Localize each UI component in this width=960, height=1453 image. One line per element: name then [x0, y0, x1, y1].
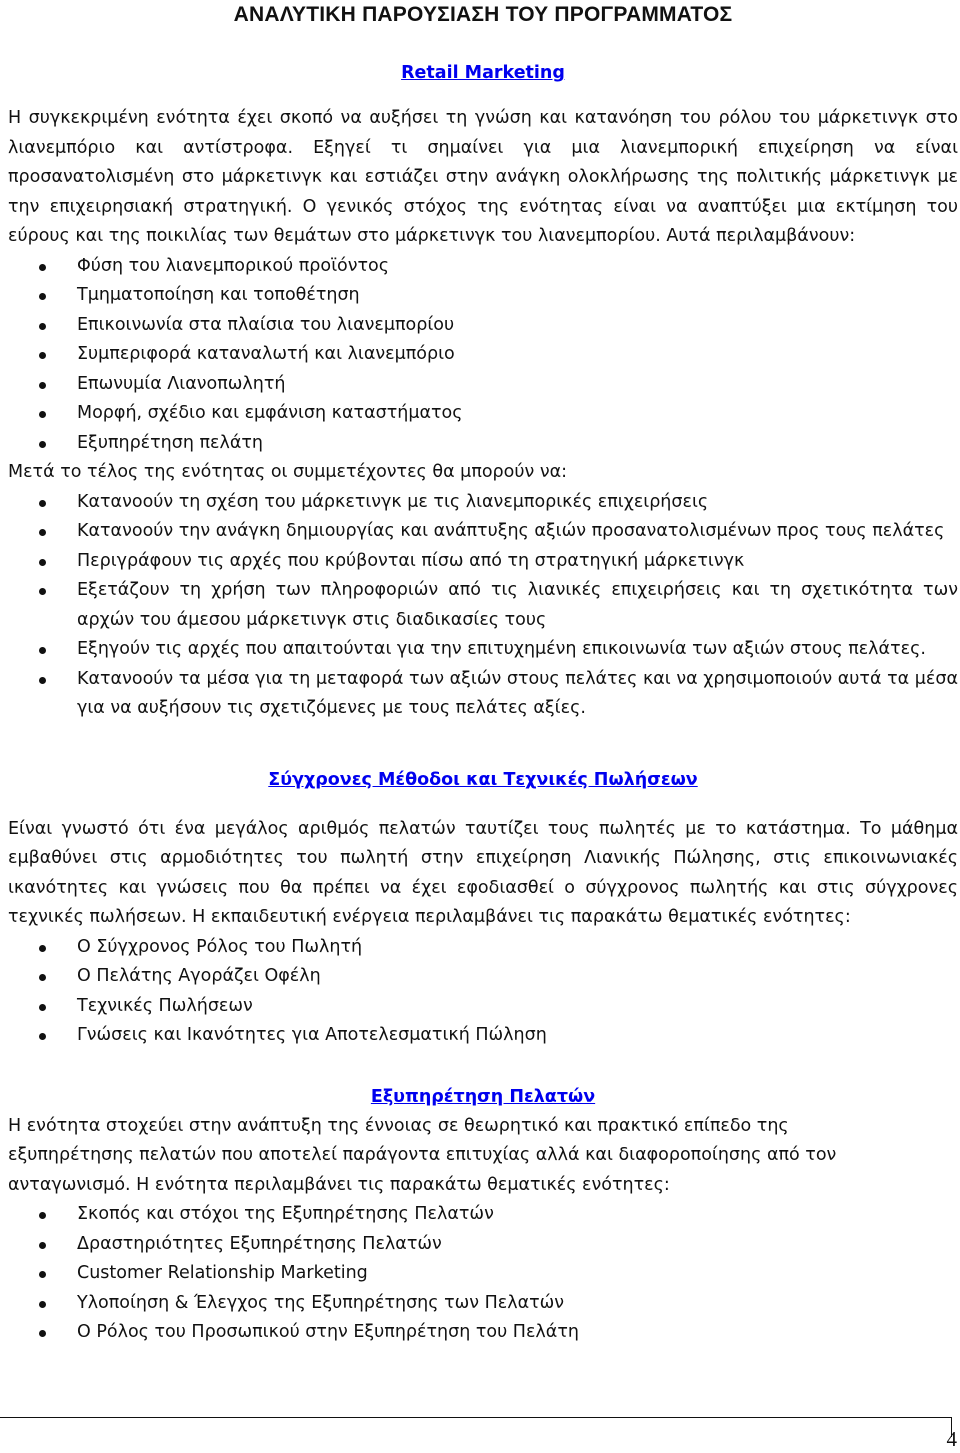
list-item: Κατανοούν τη σχέση του μάρκετινγκ με τις λιανεμπορικές επιχειρήσεις: [8, 488, 958, 518]
bullet-icon: [39, 677, 46, 684]
section-paragraph: Είναι γνωστό ότι ένα μεγάλος αριθμός πελατών ταυτίζει τους πωλητές με το κατάστημα. Το μάθημα εμβαθύνει στις αρμοδιότητες του πωλητή στην επιχείρηση Λιανικής Πώλησης, στις επικοινωνιακές ικανότητες και γνώσεις που θα πρέπει να έχει εφοδιασθεί ο σύγχρονος πωλητής και στις σύγχρονες τεχνικές πωλήσεων. Η εκπαιδευτική ενέργεια περιλαμβάνει τις παρακάτω θεματικές ενότητες:: [8, 818, 958, 927]
section-title-customer-service: Εξυπηρέτηση Πελατών: [370, 1086, 596, 1107]
list-item: Δραστηριότητες Εξυπηρέτησης Πελατών: [8, 1230, 958, 1260]
paragraph-line: Η ενότητα στοχεύει στην ανάπτυξη της έννοιας σε θεωρητικό και πρακτικό επίπεδο της: [8, 1115, 789, 1136]
bullet-icon: [39, 1301, 46, 1308]
list-item: Φύση του λιανεμπορικού προϊόντος: [8, 252, 958, 282]
paragraph-line: εξυπηρέτησης πελατών που αποτελεί παράγοντα επιτυχίας αλλά και διαφοροποίησης από τον: [8, 1145, 837, 1165]
document-title: ΑΝΑΛΥΤΙΚΗ ΠΑΡΟΥΣΙΑΣΗ ΤΟΥ ΠΡΟΓΡΑΜΜΑΤΟΣ: [233, 3, 733, 26]
footer-rule: [0, 1417, 952, 1418]
bullet-icon: [39, 647, 46, 654]
topic-list: [8, 1200, 958, 1348]
list-item: Γνώσεις και Ικανότητες για Αποτελεσματική Πώληση: [8, 1021, 958, 1051]
list-item: Εξυπηρέτηση πελάτη: [8, 429, 958, 459]
bullet-icon: [39, 323, 46, 330]
bullet-icon: [39, 411, 46, 418]
list-item: Customer Relationship Marketing: [8, 1259, 958, 1289]
bullet-icon: [39, 352, 46, 359]
bullet-icon: [39, 1212, 46, 1219]
bullet-icon: [39, 293, 46, 300]
topic-list: [8, 252, 958, 459]
list-item: Σκοπός και στόχοι της Εξυπηρέτησης Πελατών: [8, 1200, 958, 1230]
section-sales-methods: [8, 766, 958, 1051]
page-number: 4: [946, 1427, 957, 1451]
list-item: Συμπεριφορά καταναλωτή και λιανεμπόριο: [8, 340, 958, 370]
section-retail-marketing: [8, 59, 958, 724]
outcomes-intro: Μετά το τέλος της ενότητας οι συμμετέχοντες θα μπορούν να:: [8, 462, 568, 482]
section-title-sales-methods: Σύγχρονες Μέθοδοι και Τεχνικές Πωλήσεων: [268, 769, 698, 790]
list-item: Κατανοούν την ανάγκη δημιουργίας και ανάπτυξης αξιών προσανατολισμένων προς τους πελάτες: [8, 517, 958, 547]
bullet-icon: [39, 500, 46, 507]
list-item: Μορφή, σχέδιο και εμφάνιση καταστήματος: [8, 399, 958, 429]
list-item: Ο Ρόλος του Προσωπικού στην Εξυπηρέτηση του Πελάτη: [8, 1318, 958, 1348]
bullet-icon: [39, 529, 46, 536]
bullet-icon: [39, 1004, 46, 1011]
list-item: Επικοινωνία στα πλαίσια του λιανεμπορίου: [8, 311, 958, 341]
bullet-icon: [39, 382, 46, 389]
bullet-icon: [39, 974, 46, 981]
document-page: [8, 0, 958, 1348]
bullet-icon: [39, 559, 46, 566]
topic-list: [8, 933, 958, 1051]
list-item: Ο Σύγχρονος Ρόλος του Πωλητή: [8, 933, 958, 963]
bullet-icon: [39, 1033, 46, 1040]
bullet-icon: [39, 945, 46, 952]
outcome-list: [8, 488, 958, 724]
bullet-icon: [39, 1271, 46, 1278]
section-paragraph: [8, 1112, 958, 1201]
list-item: Κατανοούν τα μέσα για τη μεταφορά των αξιών στους πελάτες και να χρησιμοποιούν αυτά τα μέσα για να αυξήσουν τις σχετιζόμενες με τους πελάτες αξίες.: [8, 665, 958, 724]
bullet-icon: [39, 588, 46, 595]
list-item: Εξετάζουν τη χρήση των πληροφοριών από τις λιανικές επιχειρήσεις και τη σχετικότητα των αρχών του άμεσου μάρκετινγκ στις διαδικασίες τους: [8, 576, 958, 635]
list-item: Υλοποίηση & Έλεγχος της Εξυπηρέτησης των Πελατών: [8, 1289, 958, 1319]
list-item: Τεχνικές Πωλήσεων: [8, 992, 958, 1022]
bullet-icon: [39, 264, 46, 271]
list-item: Τμηματοποίηση και τοποθέτηση: [8, 281, 958, 311]
section-title-retail-marketing: Retail Marketing: [401, 63, 565, 83]
list-item: Επωνυμία Λιανοπωλητή: [8, 370, 958, 400]
list-item: Περιγράφουν τις αρχές που κρύβονται πίσω από τη στρατηγική μάρκετινγκ: [8, 547, 958, 577]
bullet-icon: [39, 1330, 46, 1337]
list-item: Ο Πελάτης Αγοράζει Οφέλη: [8, 962, 958, 992]
bullet-icon: [39, 1242, 46, 1249]
bullet-icon: [39, 441, 46, 448]
section-paragraph: Η συγκεκριμένη ενότητα έχει σκοπό να αυξήσει τη γνώση και κατανόηση του ρόλου του μάρκετινγκ στο λιανεμπόριο και αντίστροφα. Εξηγεί τι σημαίνει για μια λιανεμπορική επιχείρηση να είναι προσανατολισμένη στο μάρκετινγκ και εστιάζει στην ανάγκη ολοκλήρωσης της πολιτικής μάρκετινγκ με την επιχειρησιακή στρατηγική. Ο γενικός στόχος της ενότητας είναι να αναπτύξει μια εκτίμηση του εύρους και της ποικιλίας των θεμάτων στο μάρκετινγκ του λιανεμπορίου. Αυτά περιλαμβάνουν:: [8, 108, 958, 246]
section-customer-service: [8, 1083, 958, 1348]
paragraph-line: ανταγωνισμό. Η ενότητα περιλαμβάνει τις παρακάτω θεματικές ενότητες:: [8, 1174, 670, 1195]
list-item: Εξηγούν τις αρχές που απαιτούνται για την επιτυχημένη επικοινωνία των αξιών στους πελάτες.: [8, 635, 958, 665]
